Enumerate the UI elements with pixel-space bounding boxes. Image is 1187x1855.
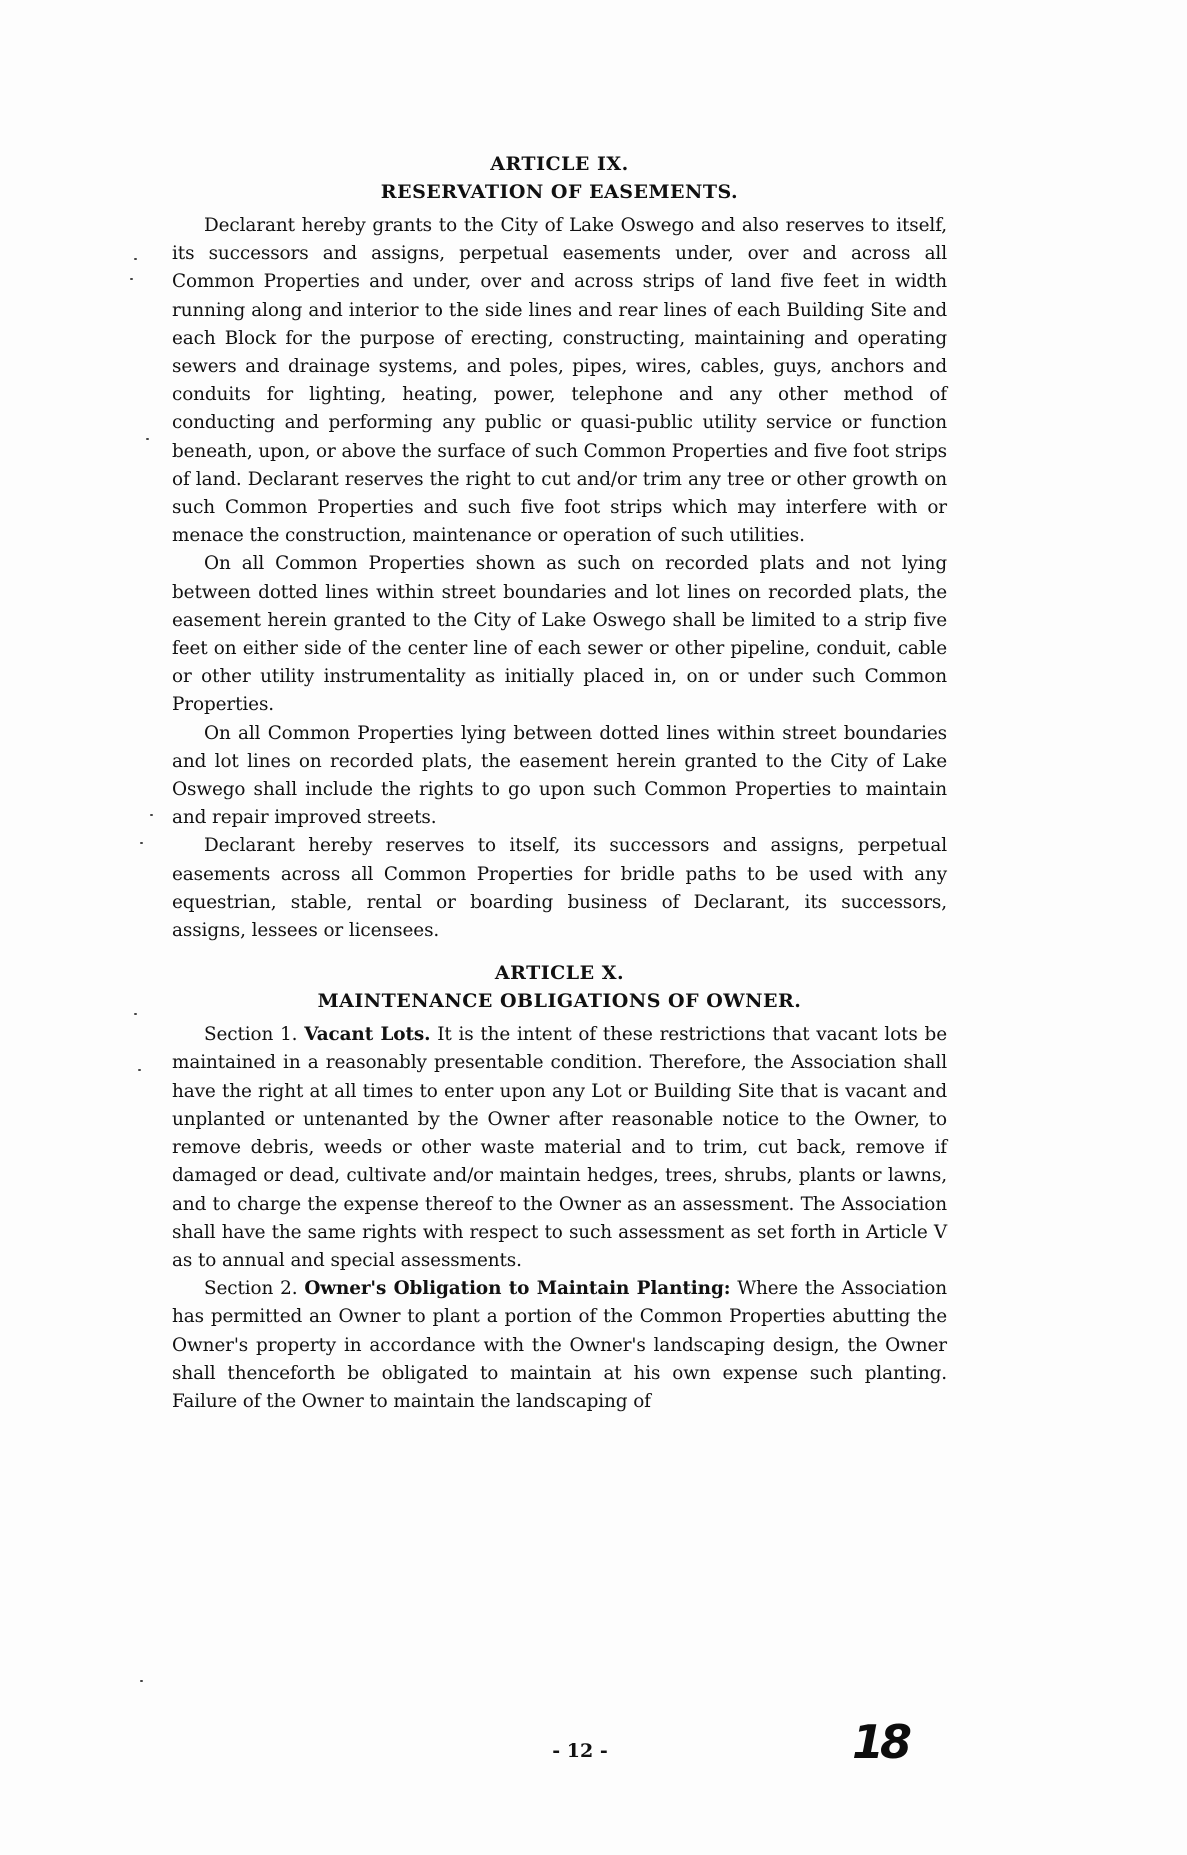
scan-speck: [130, 278, 133, 280]
section-2-label: Section 2.: [204, 1278, 298, 1300]
scan-speck: [134, 1013, 137, 1015]
scan-speck: [134, 258, 137, 260]
spacer: [172, 945, 947, 959]
article-10-title: ARTICLE X.: [494, 962, 625, 985]
handwritten-page-stamp: 18: [852, 1715, 909, 1769]
article-9-title: ARTICLE IX.: [490, 153, 629, 175]
section-1-label: Section 1.: [204, 1024, 298, 1046]
scan-speck: [140, 842, 143, 844]
section-1-heading: Vacant Lots.: [304, 1024, 431, 1046]
article-10-subtitle: MAINTENANCE OBLIGATIONS OF OWNER.: [317, 990, 802, 1013]
section-2-paragraph: [172, 1275, 947, 1416]
scan-speck: [140, 1680, 143, 1682]
article-9-paragraph: Declarant hereby reserves to itself, its successors and assigns, perpetual easements across all Common Properties for bridle paths to be used with any equestrian, stable, rental or boarding business of Declarant, its successors, assigns, lessees or licensees.: [172, 835, 947, 942]
section-1-text: It is the intent of these restrictions that vacant lots be maintained in a reasonably presentable condition. Therefore, the Association shall have the right at all times to enter upon any Lot or Building Site that is vacant and unplanted or untenanted by the Owner after reasonable notice to the Owner, to remove debris, weeds or other waste material and to trim, cut back, remove if damaged or dead, cultivate and/or maintain hedges, trees, shrubs, plants or lawns, and to charge the expense thereof to the Owner as an assessment. The Association shall have the same rights with respect to such assessment as set forth in Article V as to annual and special assessments.: [172, 1024, 947, 1271]
article-9-paragraph: Declarant hereby grants to the City of Lake Oswego and also reserves to itself, its successors and assigns, perpetual easements under, over and across all Common Properties and under, over and across strips of land five feet in width running along and interior to the side lines and rear lines of each Building Site and each Block for the purpose of erecting, constructing, maintaining and operating sewers and drainage systems, and poles, pipes, wires, cables, guys, anchors and conduits for lighting, heating, power, telephone and any other method of conducting and performing any public or quasi-public utility service or function beneath, upon, or above the surface of such Common Properties and five foot strips of land. Declarant reserves the right to cut and/or trim any tree or other growth on such Common Properties and such five foot strips which may interfere with or menace the construction, maintenance or operation of such utilities.: [172, 215, 947, 547]
article-9-paragraph: On all Common Properties lying between dotted lines within street boundaries and lot lines on recorded plats, the easement herein granted to the City of Lake Oswego shall include the rights to go upon such Common Properties to maintain and repair improved streets.: [172, 722, 947, 829]
article-9-subtitle: RESERVATION OF EASEMENTS.: [380, 181, 739, 203]
text-column: [172, 150, 947, 1416]
page-number: - 12 -: [552, 1740, 608, 1762]
scan-speck: [138, 1069, 141, 1071]
article-9-paragraph: On all Common Properties shown as such on recorded plats and not lying between dotted lines within street boundaries and lot lines on recorded plats, the easement herein granted to the City of Lake Oswego shall be limited to a strip five feet on either side of the center line of each sewer or other pipeline, conduit, cable or other utility instrumentality as initially placed in, on or under such Common Properties.: [172, 553, 947, 716]
section-2-text: Where the Association has permitted an Owner to plant a portion of the Common Properties abutting the Owner's property in accordance with the Owner's landscaping design, the Owner shall thenceforth be obligated to maintain at his own expense such planting. Failure of the Owner to maintain the landscaping of: [172, 1278, 947, 1412]
section-1-paragraph: [172, 1021, 947, 1275]
scan-speck: [146, 438, 149, 440]
scan-speck: [150, 814, 153, 816]
section-2-heading: Owner's Obligation to Maintain Planting:: [304, 1278, 731, 1300]
